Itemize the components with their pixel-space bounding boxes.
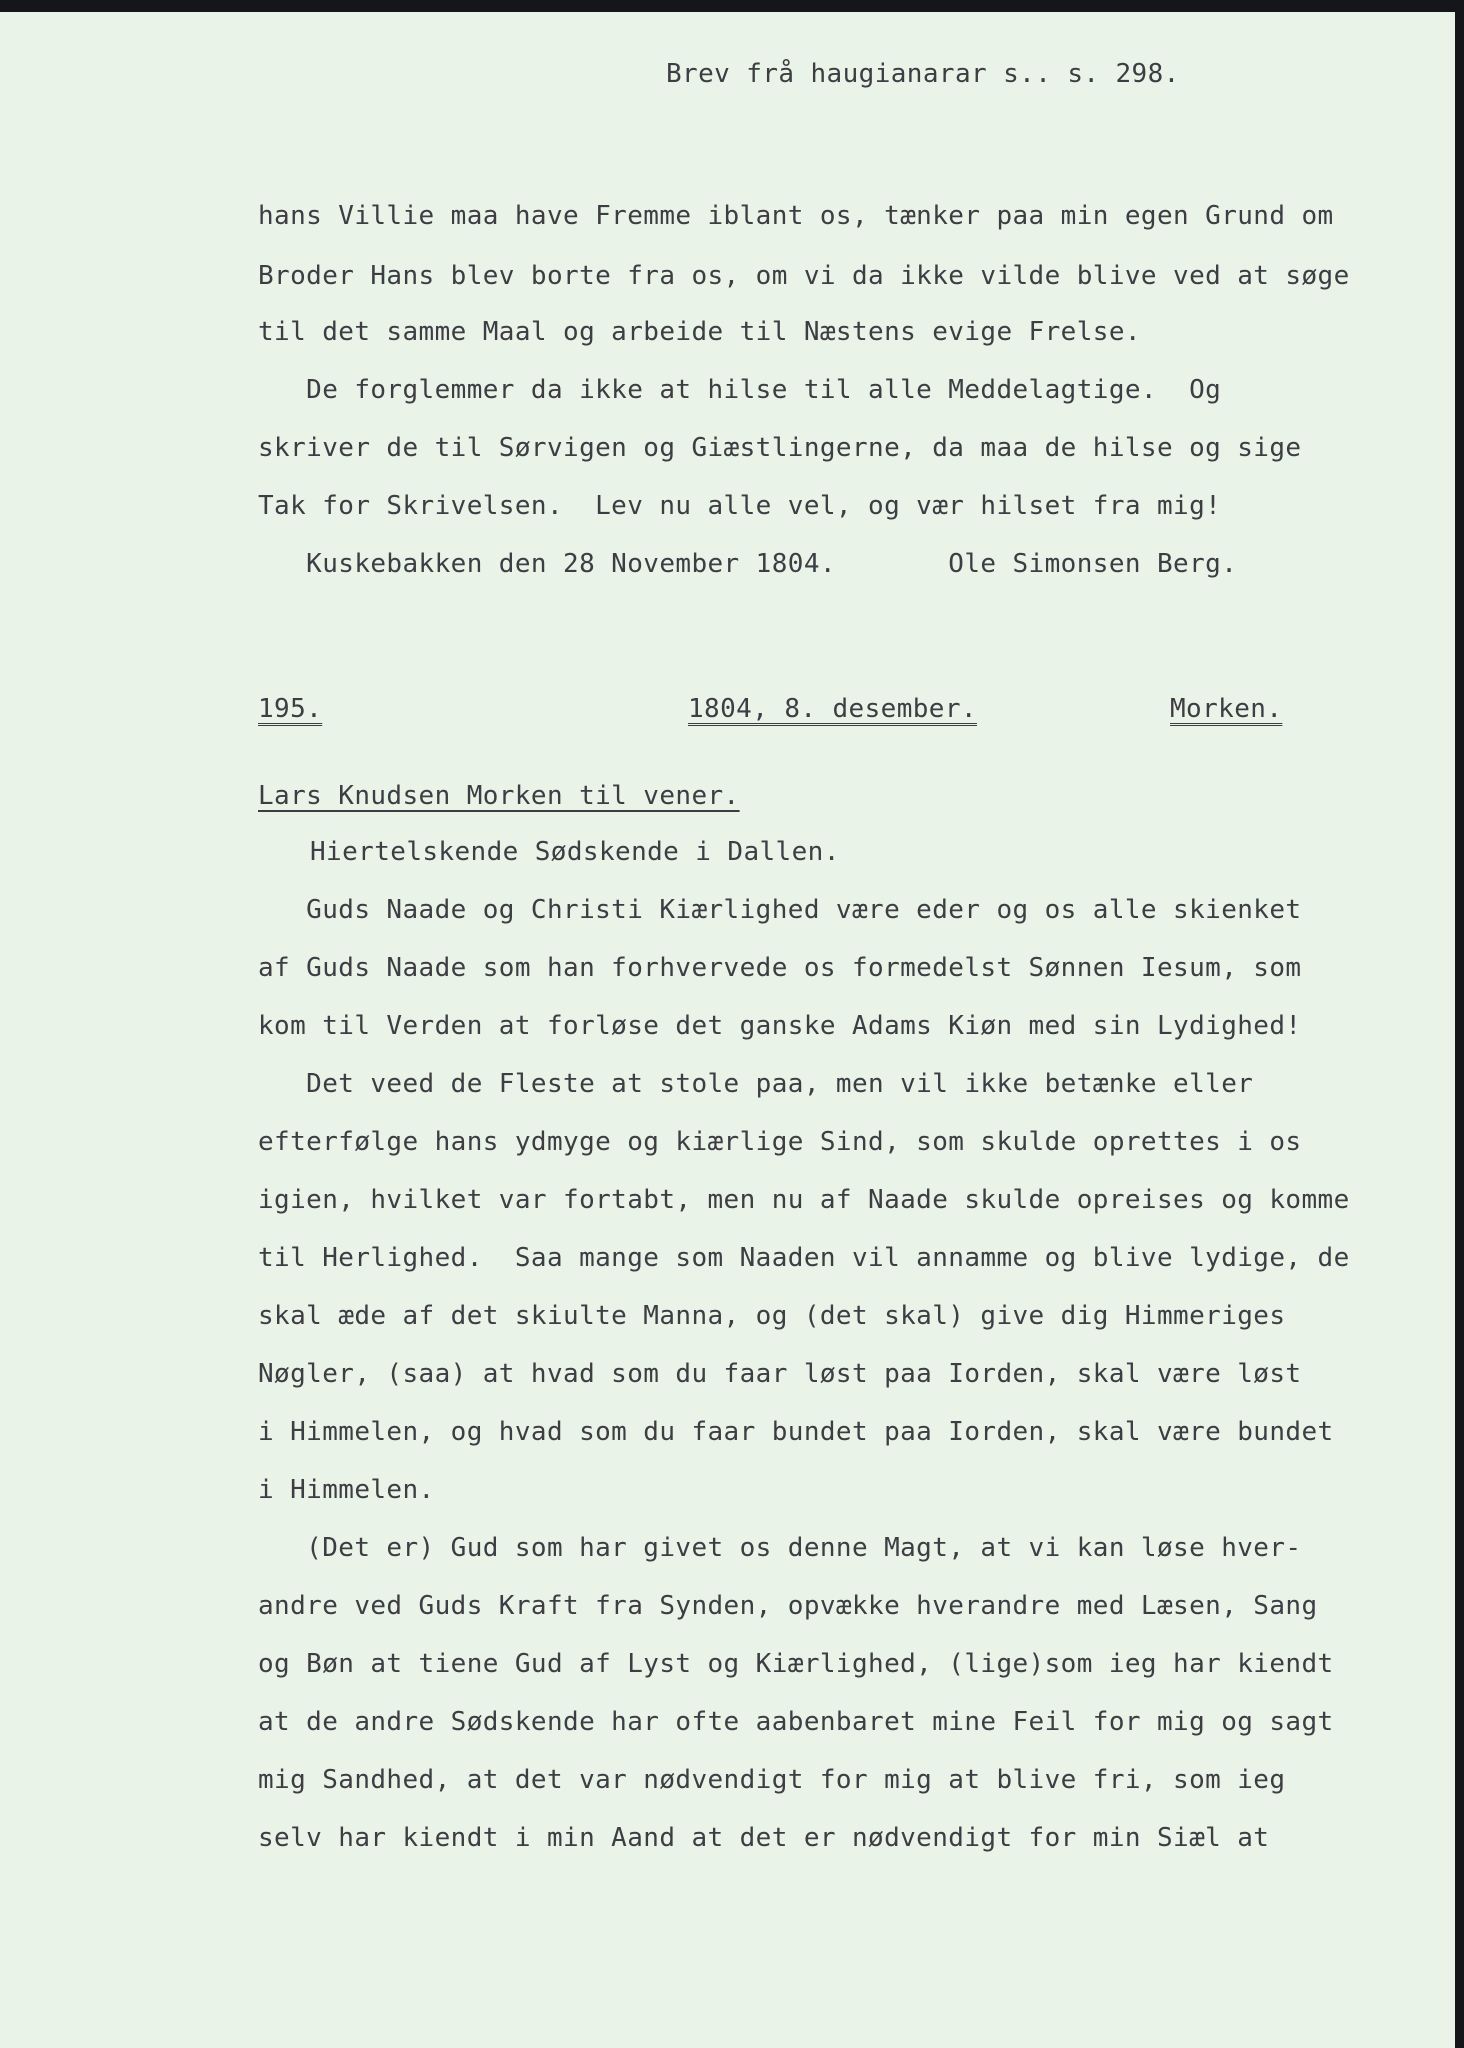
text-line: at de andre Sødskende har ofte aabenbaret mine Feil for mig og sagt [258, 1707, 1334, 1737]
page-header: Brev frå haugianarar s.. s. 298. [666, 59, 1180, 89]
text-line: efterfølge hans ydmyge og kiærlige Sind, som skulde oprettes i os [258, 1127, 1302, 1157]
text-line: Broder Hans blev borte fra os, om vi da ikke vilde blive ved at søge [258, 261, 1350, 291]
letter-greeting: Hiertelskende Sødskende i Dallen. [310, 837, 840, 867]
letter-place: Morken. [1170, 694, 1283, 724]
text-line: til Herlighed. Saa mange som Naaden vil annamme og blive lydige, de [258, 1243, 1350, 1273]
text-line: og Bøn at tiene Gud af Lyst og Kiærlighed, (lige)som ieg har kiendt [258, 1649, 1334, 1679]
text-line: (Det er) Gud som har givet os denne Magt, at vi kan løse hver- [258, 1533, 1302, 1563]
text-line: hans Villie maa have Fremme iblant os, tænker paa min egen Grund om [258, 201, 1334, 231]
text-line: andre ved Guds Kraft fra Synden, opvække hverandre med Læsen, Sang [258, 1591, 1318, 1621]
signature-line: Kuskebakken den 28 November 1804. Ole Simonsen Berg. [258, 549, 1238, 579]
letter-date: 1804, 8. desember. [688, 694, 977, 724]
text-line: Tak for Skrivelsen. Lev nu alle vel, og vær hilset fra mig! [258, 491, 1222, 521]
scan-border-right [1455, 0, 1464, 2048]
text-line: igien, hvilket var fortabt, men nu af Naade skulde opreises og komme [258, 1185, 1350, 1215]
text-line: Nøgler, (saa) at hvad som du faar løst paa Iorden, skal være løst [258, 1359, 1302, 1389]
text-line: Guds Naade og Christi Kiærlighed være eder og os alle skienket [258, 895, 1302, 925]
text-line: i Himmelen, og hvad som du faar bundet paa Iorden, skal være bundet [258, 1417, 1334, 1447]
letter-heading: Lars Knudsen Morken til vener. [258, 781, 740, 811]
text-line: af Guds Naade som han forhvervede os formedelst Sønnen Iesum, som [258, 953, 1302, 983]
text-line: De forglemmer da ikke at hilse til alle Meddelagtige. Og [258, 375, 1222, 405]
text-line: skal æde af det skiulte Manna, og (det skal) give dig Himmeriges [258, 1301, 1286, 1331]
text-line: i Himmelen. [258, 1475, 435, 1505]
letter-number: 195. [258, 694, 323, 724]
text-line: mig Sandhed, at det var nødvendigt for mig at blive fri, som ieg [258, 1765, 1286, 1795]
text-line: selv har kiendt i min Aand at det er nødvendigt for min Siæl at [258, 1823, 1270, 1853]
text-line: Det veed de Fleste at stole paa, men vil ikke betænke eller [258, 1069, 1254, 1099]
scan-border-top [0, 0, 1464, 12]
text-line: til det samme Maal og arbeide til Næstens evige Frelse. [258, 317, 1141, 347]
text-line: kom til Verden at forløse det ganske Adams Kiøn med sin Lydighed! [258, 1011, 1302, 1041]
text-line: skriver de til Sørvigen og Giæstlingerne, da maa de hilse og sige [258, 433, 1302, 463]
